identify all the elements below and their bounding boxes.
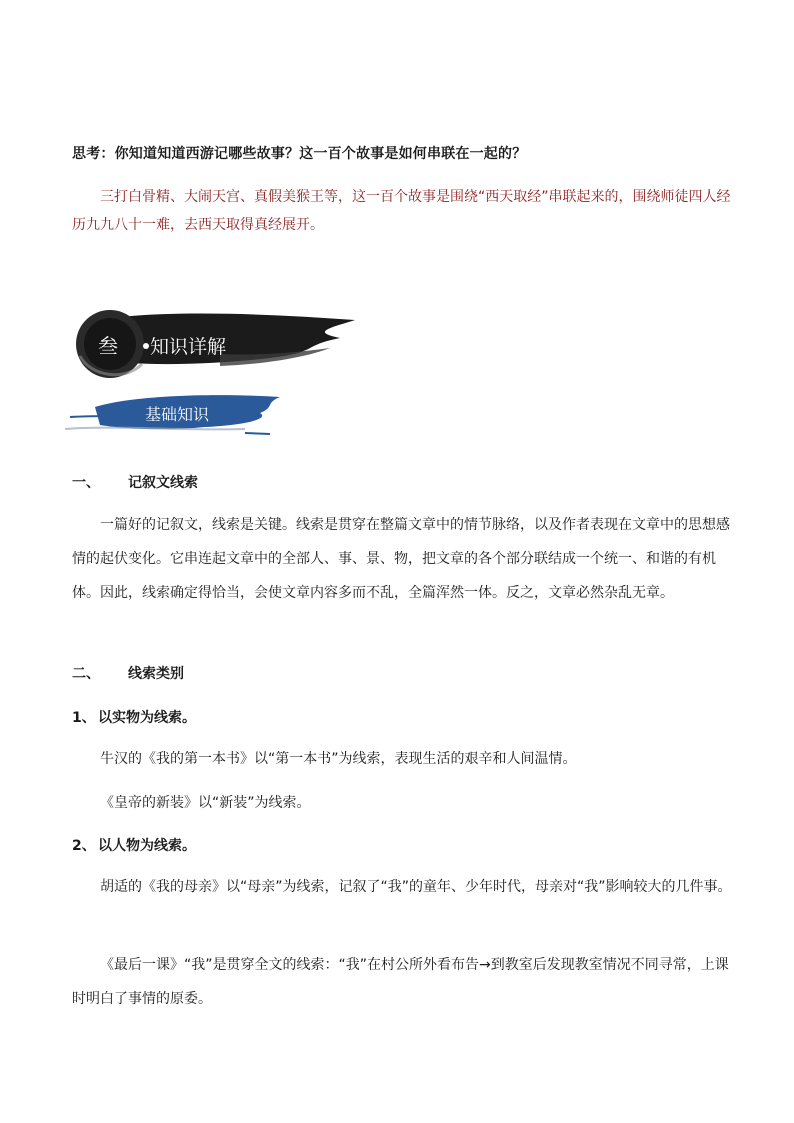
banner-title: 知识详解 <box>150 336 227 358</box>
section1-number: 一、 <box>72 475 100 491</box>
sub1-line-1: 牛汉的《我的第一本书》以“第一本书”为线索，表现生活的艰辛和人间温情。 <box>100 751 577 767</box>
subheading-2 <box>72 835 196 855</box>
sub2-paragraph-2: 《最后一课》“我”是贯穿全文的线索：“我”在村公所外看布告→到教室后发现教室情况不同寻常，上课时明白了事情的原委。 <box>72 957 729 1007</box>
subheading-2-number: 2、 <box>72 838 96 854</box>
banner-number: 叁 <box>98 334 118 358</box>
answer-text: 三打白骨精、大闹天宫、真假美猴王等，这一百个故事是围绕“西天取经”串联起来的，围绕师徒四人经历九九八十一难，去西天取得真经展开。 <box>72 189 731 233</box>
section2-number: 二、 <box>72 666 100 682</box>
subheading-1-number: 1、 <box>72 710 96 726</box>
sub1-line-2: 《皇帝的新装》以“新装”为线索。 <box>100 795 311 811</box>
sub2-paragraph-1: 胡适的《我的母亲》以“母亲”为线索，记叙了“我”的童年、少年时代，母亲对“我”影响较大的几件事。 <box>100 879 732 895</box>
question-text: 思考：你知道知道西游记哪些故事？这一百个故事是如何串联在一起的？ <box>72 146 527 162</box>
section2-heading <box>72 663 184 683</box>
subsection-banner-title: 基础知识 <box>145 405 210 424</box>
section1-title: 记叙文线索 <box>128 475 198 491</box>
subheading-1 <box>72 707 196 727</box>
section1-heading <box>72 472 198 492</box>
subheading-1-title: 以实物为线索。 <box>98 710 196 726</box>
section1-body: 一篇好的记叙文，线索是关键。线索是贯穿在整篇文章中的情节脉络，以及作者表现在文章中的思想感情的起伏变化。它串连起文章中的全部人、事、景、物，把文章的各个部分联结成一个统一、和谐的有机体。因此，线索确定得恰当，会使文章内容多而不乱，全篇浑然一体。反之，文章必然杂乱无章。 <box>72 517 730 601</box>
section2-title: 线索类别 <box>128 666 184 682</box>
subheading-2-title: 以人物为线索。 <box>98 838 196 854</box>
